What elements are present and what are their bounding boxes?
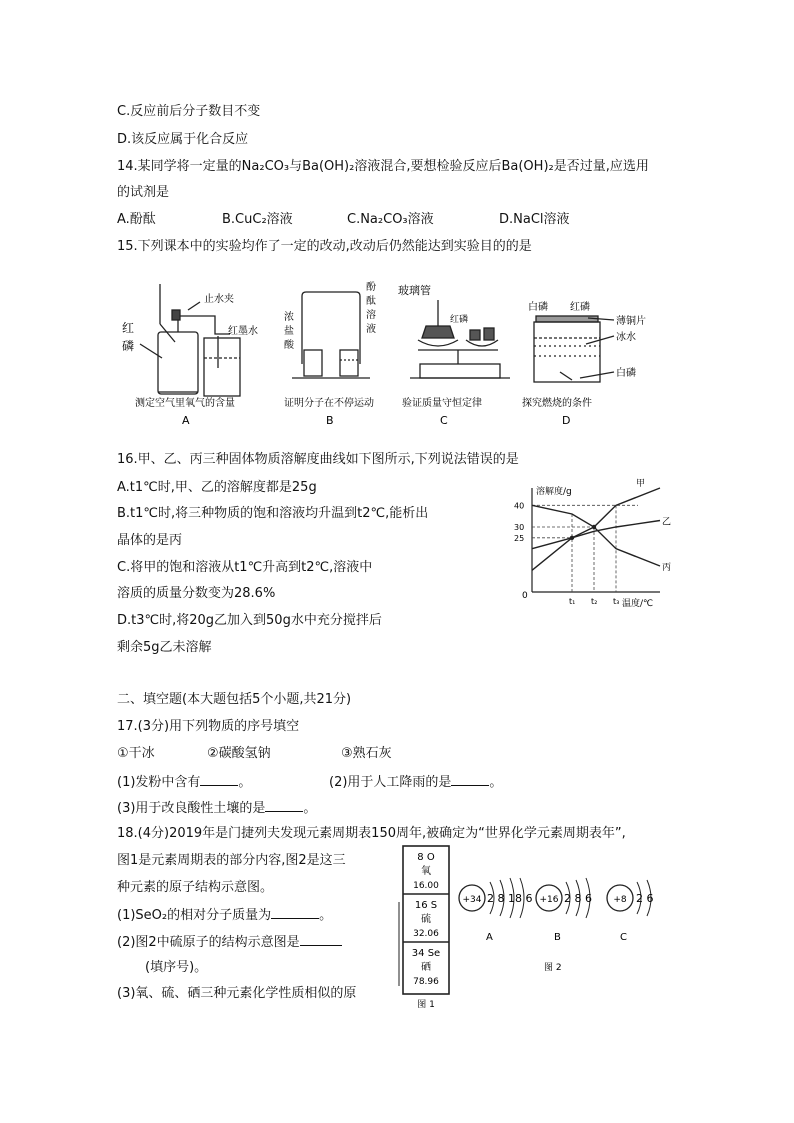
copper-sheet — [536, 316, 598, 322]
q17-sub3-text: (3)用于改良酸性土壤的是 — [117, 801, 266, 816]
x-tick-label: t₁ — [569, 597, 576, 606]
x-tick-label: t₃ — [613, 597, 620, 606]
q17-sub3-blank[interactable] — [265, 798, 303, 812]
q18-stem-line1: 18.(4分)2019年是门捷列夫发现元素周期表150周年,被确定为“世界化学元素周期表年”, — [117, 826, 626, 841]
label-red-phosphorus: 红磷 — [450, 315, 469, 325]
q16-stem: 16.甲、乙、丙三种固体物质溶解度曲线如下图所示,下列说法错误的是 — [117, 452, 519, 467]
q17-sub2-blank[interactable] — [451, 772, 489, 786]
y-tick-label: 40 — [514, 501, 525, 511]
label-glass-tube: 玻璃管 — [398, 284, 431, 297]
q15-figure-b — [282, 280, 390, 428]
large-beaker — [302, 292, 360, 364]
q16-option-d-line1: D.t3℃时,将20g乙加入到50g水中充分搅拌后 — [117, 613, 382, 628]
q15-figure-d — [520, 280, 656, 428]
x-axis-label: 温度/℃ — [622, 599, 654, 609]
section2-heading: 二、填空题(本大题包括5个小题,共21分) — [117, 692, 352, 707]
atomic-structure-figure — [452, 868, 662, 978]
q17-sub3-end: 。 — [303, 801, 317, 816]
series-label-3: 丙 — [662, 563, 672, 573]
q16-option-d-line2: 剩余5g乙未溶解 — [117, 640, 212, 655]
q17-sub2 — [329, 772, 502, 792]
gas-bottle — [158, 332, 198, 394]
element-cell-oxygen — [413, 852, 439, 891]
q17-sub1-end: 。 — [238, 775, 252, 790]
q17-sub2-text: (2)用于人工降雨的是 — [329, 775, 452, 790]
letter-d: D — [562, 414, 571, 427]
shell-electrons: 2 8 18 6 — [487, 892, 533, 905]
element-number-symbol: 16 S — [414, 900, 438, 911]
letter-c: C — [440, 414, 448, 427]
y-tick-0: 0 — [522, 591, 528, 601]
q17-sub2-end: 。 — [489, 775, 503, 790]
series-label-1: 甲 — [636, 479, 646, 489]
element-cell-selenium — [412, 948, 440, 987]
phenolphthalein-beaker — [340, 350, 358, 376]
label-acid-3: 酸 — [284, 340, 294, 351]
nucleus-label: +34 — [462, 895, 482, 905]
element-number-symbol: 8 O — [417, 852, 435, 863]
element-name: 硫 — [421, 914, 431, 925]
q17-item2: ②碳酸氢钠 — [207, 746, 271, 761]
y-tick-label: 25 — [514, 533, 525, 543]
q14-option-d: D.NaCl溶液 — [499, 212, 570, 227]
label-ph-3: 溶 — [366, 310, 376, 321]
element-number-symbol: 34 Se — [411, 948, 441, 959]
q18-sub2-blank[interactable] — [300, 932, 342, 946]
letter-b: B — [326, 414, 334, 427]
q14-option-a: A.酚酞 — [117, 212, 156, 227]
q17-stem: 17.(3分)用下列物质的序号填空 — [117, 719, 300, 734]
x-tick-label: t₂ — [591, 597, 598, 606]
q16-option-b-line2: 晶体的是丙 — [117, 533, 183, 548]
q15-figure-c — [398, 280, 520, 428]
q18-sub1-end: 。 — [319, 908, 333, 923]
figure1-caption: 图 1 — [417, 1000, 435, 1010]
atom-letter: A — [486, 932, 493, 943]
element-cell-sulfur — [413, 900, 439, 939]
label-acid-2: 盐 — [284, 326, 294, 337]
q17-item1: ①干冰 — [117, 746, 155, 761]
label-ice-water: 冰水 — [616, 332, 636, 343]
shell-electrons: 2 8 6 — [564, 892, 592, 905]
beaker — [204, 338, 240, 396]
letter-a: A — [182, 414, 190, 427]
label-phosphorus: 磷 — [122, 339, 135, 353]
atom-diagram-c — [607, 880, 654, 943]
intersection-point-t1 — [570, 536, 574, 540]
q17-sub1-blank[interactable] — [200, 772, 238, 786]
label-copper-sheet: 薄铜片 — [616, 316, 646, 327]
q18-sub1-blank[interactable] — [271, 905, 319, 919]
q17-sub3 — [117, 798, 316, 818]
q18-stem-line3: 种元素的原子结构示意图。 — [117, 880, 274, 895]
q18-stem-line2: 图1是元素周期表的部分内容,图2是这三 — [117, 853, 346, 868]
label-white-phosphorus: 白磷 — [528, 302, 548, 313]
label-ph-2: 酞 — [366, 296, 376, 307]
intersection-point-t2 — [592, 525, 596, 529]
q18-sub1-text: (1)SeO₂的相对分子质量为 — [117, 908, 272, 923]
label-clamp: 止水夹 — [204, 294, 234, 305]
q16-option-a: A.t1℃时,甲、乙的溶解度都是25g — [117, 480, 317, 495]
q13-option-c: C.反应前后分子数目不变 — [117, 104, 261, 119]
q15-figure-a — [120, 280, 270, 428]
element-mass: 78.96 — [413, 977, 439, 987]
y-axis-label: 溶解度/g — [536, 487, 572, 497]
series-label-2: 乙 — [662, 517, 672, 528]
q14-stem-line2: 的试剂是 — [117, 185, 170, 200]
q18-sub2 — [117, 932, 342, 952]
q14-option-c: C.Na₂CO₃溶液 — [347, 212, 434, 227]
solubility-chart — [510, 479, 672, 610]
nucleus-label: +16 — [539, 895, 559, 905]
q17-sub1 — [117, 772, 251, 792]
q18-sub2-text: (2)图2中硫原子的结构示意图是 — [117, 935, 300, 950]
caption-c: 验证质量守恒定律 — [402, 398, 482, 409]
q14-stem-line1: 14.某同学将一定量的Na₂CO₃与Ba(OH)₂溶液混合,要想检验反应后Ba(OH)₂是否过量,应选用 — [117, 159, 649, 174]
caption-a: 测定空气里氧气的含量 — [135, 398, 235, 409]
label-ph-4: 液 — [366, 324, 376, 335]
label-red-phosphorus-d: 红磷 — [570, 302, 590, 313]
q18-sub1 — [117, 905, 332, 925]
label-ph-1: 酚 — [366, 282, 376, 293]
atom-letter: B — [554, 932, 561, 943]
label-red-ink: 红墨水 — [228, 326, 258, 337]
q17-sub1-text: (1)发粉中含有 — [117, 775, 201, 790]
q16-option-c-line1: C.将甲的饱和溶液从t1℃升高到t2℃,溶液中 — [117, 560, 373, 575]
q16-option-b-line1: B.t1℃时,将三种物质的饱和溶液均升温到t2℃,能析出 — [117, 506, 429, 521]
element-mass: 16.00 — [413, 881, 439, 891]
atom-diagram-a — [459, 878, 532, 943]
caption-d: 探究燃烧的条件 — [522, 398, 592, 409]
q17-item3: ③熟石灰 — [341, 746, 392, 761]
nucleus-label: +8 — [613, 895, 627, 905]
label-white-phosphorus-2: 白磷 — [616, 368, 636, 379]
caption-b: 证明分子在不停运动 — [284, 398, 374, 409]
beaker-d — [534, 322, 600, 382]
q15-stem: 15.下列课本中的实验均作了一定的改动,改动后仍然能达到实验目的的是 — [117, 239, 532, 254]
y-tick-label: 30 — [514, 523, 525, 532]
acid-beaker — [304, 350, 322, 376]
q13-option-d: D.该反应属于化合反应 — [117, 132, 249, 147]
q16-option-c-line2: 溶质的质量分数变为28.6% — [117, 586, 276, 601]
element-mass: 32.06 — [413, 929, 439, 939]
label-acid-1: 浓 — [284, 312, 294, 323]
atom-diagram-b — [536, 878, 592, 943]
atom-letter: C — [620, 932, 627, 943]
figure2-caption: 图 2 — [544, 963, 562, 973]
series-line-3 — [532, 505, 660, 566]
q18-sub2-cont: (填序号)。 — [145, 960, 208, 975]
element-name: 氧 — [421, 866, 431, 877]
periodic-table-figure — [395, 842, 457, 1012]
shell-electrons: 2 6 — [636, 892, 654, 905]
label-red: 红 — [122, 321, 135, 335]
q18-sub3: (3)氧、硫、硒三种元素化学性质相似的原 — [117, 986, 357, 1001]
q14-option-b: B.CuC₂溶液 — [222, 212, 293, 227]
element-name: 硒 — [421, 962, 431, 973]
